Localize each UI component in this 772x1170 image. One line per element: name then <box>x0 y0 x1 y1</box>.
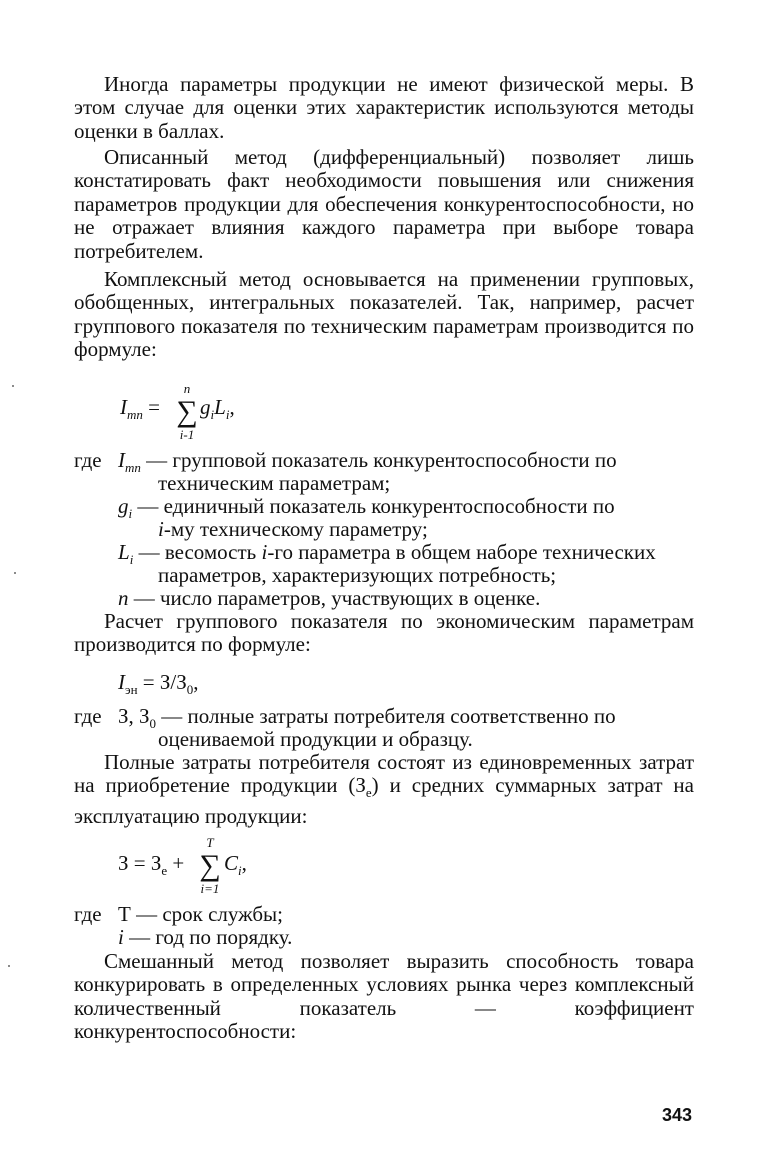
formula1-sum-bottom: i-1 <box>179 427 195 442</box>
scan-speck <box>12 385 14 387</box>
definition-gi-cont: i-му техническому параметру; <box>158 517 428 541</box>
formula1-sum <box>176 381 198 443</box>
formula1-lhs-sub: mn <box>127 407 143 423</box>
sigma-symbol: ∑ <box>176 395 198 428</box>
formula3-sum-top: T <box>206 835 214 850</box>
formula1-sum-top: n <box>183 381 191 396</box>
where-label-3: где <box>74 902 102 926</box>
scan-speck <box>8 965 10 967</box>
formula3-sum-bottom: i=1 <box>200 881 220 896</box>
paragraph-2: Описанный метод (дифференциальный) позволяет лишь констатировать факт необходимости повышения или снижения параметров продукции для обеспечения конкурентоспособности, но не отражает влияния каждого параметра при выборе товара потребителем. <box>74 145 694 263</box>
definition-n: n — число параметров, участвующих в оценке. <box>118 586 541 610</box>
formula1-lhs: I <box>120 395 127 419</box>
definition-li-cont: параметров, характеризующих потребность; <box>158 563 557 587</box>
formula-group-economic: $I_{эн} = З/З_0$, <box>118 670 199 698</box>
definition-imn: $I_{mn}$ — групповой показатель конкурентоспособности по <box>118 448 617 476</box>
scan-speck <box>14 572 16 574</box>
paragraph-6: Смешанный метод позволяет выразить способность товара конкурировать в определенных условиях рынка через комплексный количественный показатель — коэффициент конкурентоспособности: <box>74 949 694 1044</box>
paragraph-1: Иногда параметры продукции не имеют физической меры. В этом случае для оценки этих характеристик используются методы оценки в баллах. <box>74 72 694 143</box>
where-label-2: где <box>74 704 102 728</box>
definition-li: $L_i$ — весомость i-го параметра в общем наборе технических <box>118 540 656 568</box>
formula1-g: g <box>200 395 211 419</box>
formula1-tail: , <box>229 395 235 419</box>
definition-i: i — год по порядку. <box>118 925 293 949</box>
formula1-L-sub: i <box>225 407 230 423</box>
where-label: где <box>74 448 102 472</box>
paragraph-3: Комплексный метод основывается на применении групповых, обобщенных, интегральных показателей. Так, например, расчет группового показателя по техническим параметрам производится по формуле: <box>74 267 694 362</box>
page-number: 343 <box>662 1105 693 1125</box>
formula1-L: L <box>214 395 226 419</box>
formula1-eq: = <box>148 395 160 419</box>
definition-z: З, $З_0$ — полные затраты потребителя соответственно по <box>118 704 616 732</box>
paragraph-4: Расчет группового показателя по экономическим параметрам производится по формуле: <box>74 609 694 657</box>
definition-imn-cont: техническим параметрам; <box>158 471 391 495</box>
document-page: Иногда параметры продукции не имеют физической меры. В этом случае для оценки этих характеристик используются методы оценки в баллах. Описанный метод (дифференциальный) позволяет лишь констатировать факт необходимости повышения или снижения параметров продукции для обеспечения конкурентоспособности, но не отражает влияния каждого параметра при выборе товара потребителем. Комплексный метод основывается на применении групповых, обобщенных, интегральных показателей. Так, например, расчет группового показателя по техническим параметрам производится по формуле: $I_{mn}$ = n ∑ i-1 $g_iL_i$, где $I_{mn}$ — групповой показатель конкурентоспособности по техническим параметрам; $g_i$ — единичный показатель конкурентоспособности по i-му техническому параметру; $L_i$ — весомость i-го параметра в общем наборе технических параметров, характеризующих потребность; n — число параметров, участвующих в оценке. Расчет группового показателя по экономическим параметрам производится по формуле: $I_{эн} = З/З_0$, где З, $З_0$ — полные затраты потребителя соответственно по оцениваемой продукции и образцу. Полные затраты потребителя состоят из единовременных затрат на приобретение продукции $(З_е)$ и средних суммарных затрат на эксплуатацию продукции: $З = З_е$ + T ∑ i=1 $C_i$, где Т — срок службы; i — год по порядку. Смешанный метод позволяет выразить способность товара конкурировать в определенных условиях рынка через комплексный количественный показатель — коэффициент конкурентоспособности: 343 <box>0 0 772 1170</box>
sigma-symbol: ∑ <box>199 849 221 882</box>
definition-gi: $g_i$ — единичный показатель конкурентоспособности по <box>118 494 615 522</box>
definition-z-cont: оцениваемой продукции и образцу. <box>158 727 473 751</box>
formula1-g-sub: i <box>210 407 215 423</box>
paragraph-5: Полные затраты потребителя состоят из единовременных затрат на приобретение продукции $(З_е)$ и средних суммарных затрат на эксплуатацию продукции: <box>74 750 694 828</box>
definition-t: Т — срок службы; <box>118 902 283 926</box>
